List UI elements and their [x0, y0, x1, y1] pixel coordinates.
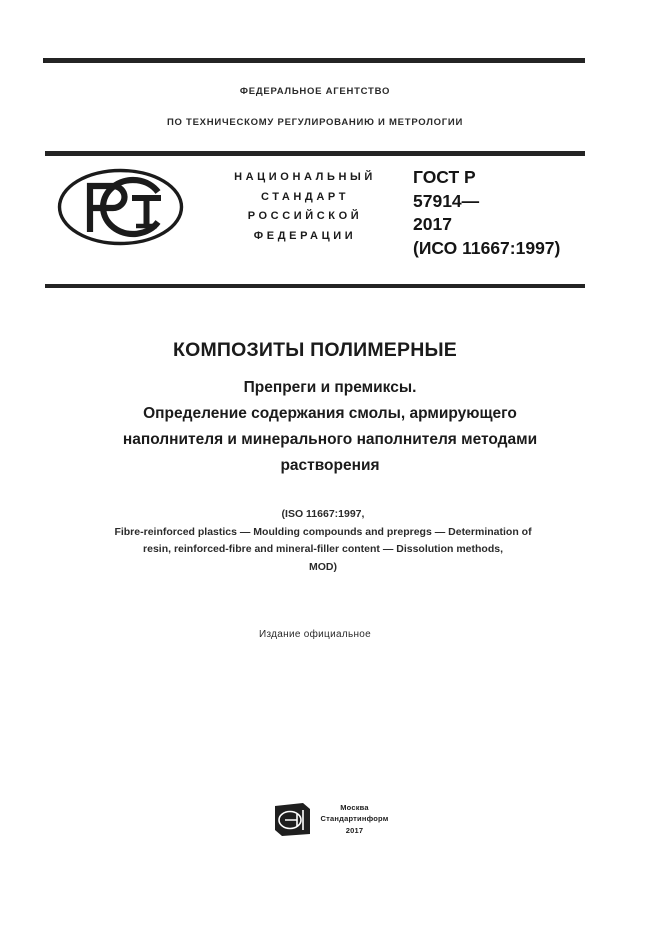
gost-r-oval-emblem — [57, 168, 184, 246]
standard-number-line-3: 2017 — [413, 214, 452, 234]
agency-header — [45, 86, 585, 128]
standard-number-line-2: 57914— — [413, 190, 480, 211]
iso-correspondence-note — [38, 506, 608, 576]
iso-note-line-1: (ISO 11667:1997, — [281, 508, 365, 520]
standard-identification-block — [45, 156, 585, 284]
standard-number — [413, 166, 613, 260]
national-standard-caption — [185, 168, 425, 246]
standard-number-line-1: ГОСТ Р — [413, 167, 476, 187]
national-standard-line-4: ФЕДЕРАЦИИ — [253, 229, 357, 242]
iso-note-line-2: Fibre-reinforced plastics — Moulding compounds and prepregs — Determination of — [114, 525, 532, 538]
national-standard-line-2: СТАНДАРТ — [260, 190, 350, 203]
standard-block-bottom-rule — [45, 284, 585, 288]
national-standard-line-3: РОССИЙСКОЙ — [247, 210, 363, 222]
agency-line-2: ПО ТЕХНИЧЕСКОМУ РЕГУЛИРОВАНИЮ И МЕТРОЛОГИИ — [166, 117, 464, 128]
iso-note-line-3: resin, reinforced-fibre and mineral-filler content — Dissolution methods, — [143, 543, 503, 555]
page-subtitle — [30, 375, 630, 479]
publisher-footer — [0, 800, 661, 838]
publisher-year: 2017 — [345, 825, 364, 835]
national-standard-line-1: НАЦИОНАЛЬНЫЙ — [234, 171, 376, 183]
agency-line-1: ФЕДЕРАЛЬНОЕ АГЕНТСТВО — [239, 86, 391, 97]
page-subtitle-line-2: Определение содержания смолы, армирующего — [143, 405, 517, 422]
page-subtitle-line-4: растворения — [280, 457, 380, 474]
top-divider-rule — [45, 58, 585, 63]
iso-note-line-4: MOD) — [309, 560, 337, 573]
publisher-imprint — [321, 802, 389, 837]
publisher-city: Москва — [340, 802, 369, 812]
page-subtitle-line-1: Препреги и премиксы. — [243, 379, 417, 396]
page-subtitle-line-3: наполнителя и минерального наполнителя методами — [122, 431, 538, 448]
official-edition-label: Издание официальное — [258, 629, 372, 640]
standartinform-logo — [273, 800, 313, 838]
standard-number-line-4: (ИСО 11667:1997) — [413, 237, 561, 258]
page-title: КОМПОЗИТЫ ПОЛИМЕРНЫЕ — [173, 339, 457, 361]
publisher-name: Стандартинформ — [320, 814, 389, 824]
